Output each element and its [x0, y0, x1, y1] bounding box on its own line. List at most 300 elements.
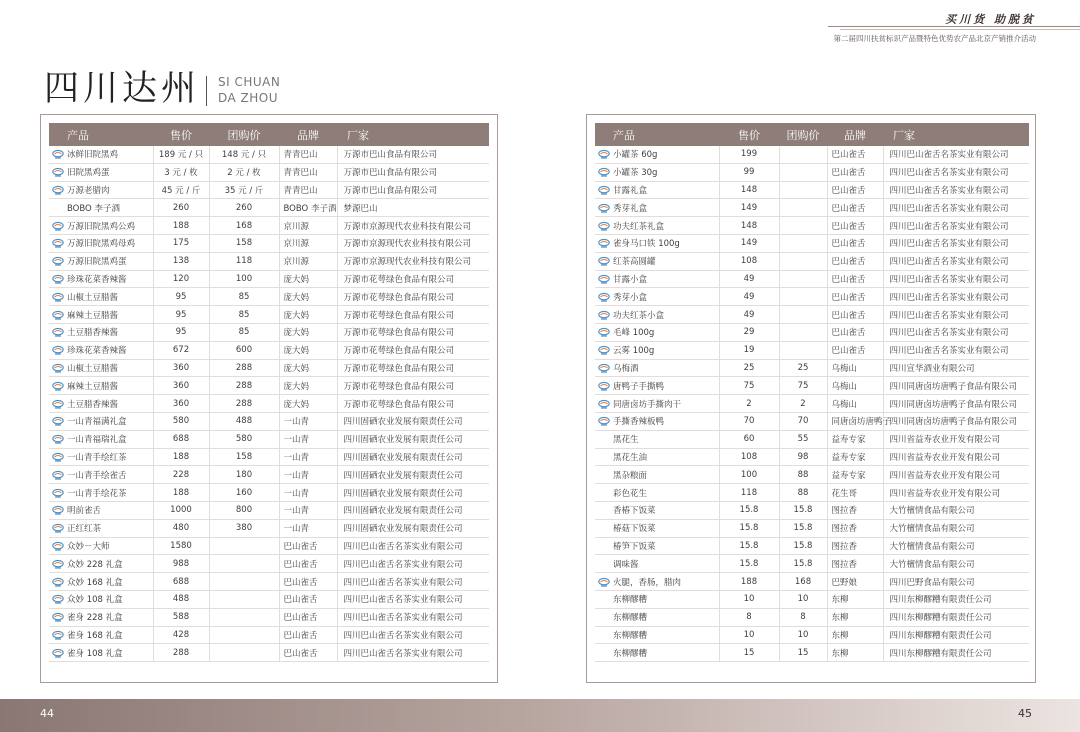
- factory-cell: 四川巴山雀舌名茶实业有限公司: [883, 234, 1029, 252]
- brand-cell: 京川源: [279, 252, 337, 270]
- brand-cell: 一山青: [279, 484, 337, 502]
- table-row: [595, 484, 1029, 502]
- group-price-cell: 168: [779, 573, 827, 591]
- page-title: 四川达州: [44, 69, 201, 109]
- table-row: [595, 163, 1029, 181]
- product-name: 雀身 168 礼盒: [67, 630, 123, 641]
- factory-cell: 四川巴山雀舌名茶实业有限公司: [337, 555, 489, 573]
- factory-cell: 万源市花萼绿色食品有限公司: [337, 377, 489, 395]
- product-name-cell: [49, 323, 153, 341]
- product-name-cell: [595, 644, 719, 662]
- certification-logo-icon: [52, 631, 64, 640]
- product-panel-left: [40, 114, 498, 683]
- factory-cell: 四川省益寿农业开发有限公司: [883, 466, 1029, 484]
- brand-cell: 巴山雀舌: [827, 217, 883, 235]
- group-price-cell: 580: [209, 430, 279, 448]
- table-row: [595, 395, 1029, 413]
- product-name: 毛峰 100g: [613, 328, 655, 339]
- product-name-cell: [49, 270, 153, 288]
- table-row: [49, 626, 489, 644]
- product-name: 明前雀舌: [67, 506, 102, 517]
- price-cell: 988: [153, 555, 209, 573]
- product-name-cell: [595, 163, 719, 181]
- factory-cell: 四川巴山雀舌名茶实业有限公司: [883, 181, 1029, 199]
- price-cell: 49: [719, 270, 779, 288]
- group-price-cell: 70: [779, 412, 827, 430]
- product-name: 山椒土豆腊酱: [67, 292, 119, 303]
- product-name-cell: [49, 430, 153, 448]
- table-row: [49, 199, 489, 217]
- group-price-cell: 75: [779, 377, 827, 395]
- product-name: 东柳醪糟: [613, 595, 648, 606]
- product-name: 雀身 108 礼盒: [67, 648, 123, 659]
- price-cell: 149: [719, 199, 779, 217]
- group-price-cell: 180: [209, 466, 279, 484]
- table-row: [49, 359, 489, 377]
- brand-cell: 庞大妈: [279, 395, 337, 413]
- certification-logo-icon: [598, 222, 610, 231]
- table-row: [49, 555, 489, 573]
- product-name: 秀芽小盒: [613, 292, 648, 303]
- price-cell: 688: [153, 573, 209, 591]
- factory-cell: 四川固硒农业发展有限责任公司: [337, 412, 489, 430]
- product-name-cell: [595, 626, 719, 644]
- product-name-cell: [595, 323, 719, 341]
- factory-cell: 万源市花萼绿色食品有限公司: [337, 359, 489, 377]
- product-name-cell: [595, 519, 719, 537]
- table-row: [49, 484, 489, 502]
- brand-cell: 巴山雀舌: [827, 146, 883, 163]
- certification-logo-icon: [52, 275, 64, 284]
- group-price-cell: 488: [209, 412, 279, 430]
- product-name: BOBO 李子酒: [67, 203, 120, 214]
- group-price-cell: 10: [779, 590, 827, 608]
- product-name: 唐鸭子手撕鸭: [613, 381, 665, 392]
- group-price-cell: 15.8: [779, 555, 827, 573]
- factory-cell: 万源市京源现代农业科技有限公司: [337, 234, 489, 252]
- group-price-cell: 118: [209, 252, 279, 270]
- price-cell: 428: [153, 626, 209, 644]
- group-price-cell: 88: [779, 484, 827, 502]
- certification-logo-icon: [52, 364, 64, 373]
- certification-logo-icon: [52, 578, 64, 587]
- price-cell: 99: [719, 163, 779, 181]
- table-row: [49, 234, 489, 252]
- product-name: 众妙－大师: [67, 541, 110, 552]
- group-price-cell: [779, 270, 827, 288]
- table-row: [595, 199, 1029, 217]
- product-name: 土豆腊香辣酱: [67, 399, 119, 410]
- table-row: [49, 501, 489, 519]
- price-cell: 288: [153, 644, 209, 662]
- price-cell: 3 元 / 枚: [153, 163, 209, 181]
- table-row: [595, 341, 1029, 359]
- certification-logo-icon: [52, 400, 64, 409]
- product-name: 麻辣土豆腊酱: [67, 381, 119, 392]
- factory-cell: 四川同唐卤坊唐鸭子食品有限公司: [883, 377, 1029, 395]
- product-name: 众妙 228 礼盒: [67, 559, 123, 570]
- product-name: 麻辣土豆腊酱: [67, 310, 119, 321]
- product-name-cell: [49, 573, 153, 591]
- group-price-cell: 600: [209, 341, 279, 359]
- factory-cell: 四川巴山雀舌名茶实业有限公司: [337, 573, 489, 591]
- product-name: 万源旧院黑鸡蛋: [67, 257, 127, 268]
- product-name: 雀身马口铁 100g: [613, 239, 680, 250]
- table-row: [49, 146, 489, 163]
- certification-logo-icon: [598, 204, 610, 213]
- brand-cell: 巴野娘: [827, 573, 883, 591]
- brand-cell: 巴山雀舌: [279, 644, 337, 662]
- header-brand-slogan: 买川货 助脱贫: [945, 13, 1036, 26]
- factory-cell: 四川同唐卤坊唐鸭子食品有限公司: [883, 395, 1029, 413]
- factory-cell: 四川巴山雀舌名茶实业有限公司: [337, 608, 489, 626]
- price-cell: 8: [719, 608, 779, 626]
- brand-cell: 同唐卤坊唐鸭子: [827, 412, 883, 430]
- table-row: [595, 359, 1029, 377]
- table-row: [49, 252, 489, 270]
- page-number-right: 45: [1018, 707, 1032, 720]
- brand-cell: 东柳: [827, 608, 883, 626]
- factory-cell: 四川巴山雀舌名茶实业有限公司: [337, 644, 489, 662]
- factory-cell: 四川巴山雀舌名茶实业有限公司: [883, 323, 1029, 341]
- factory-cell: 万源市花萼绿色食品有限公司: [337, 323, 489, 341]
- table-row: [595, 626, 1029, 644]
- certification-logo-icon: [52, 649, 64, 658]
- group-price-cell: 288: [209, 359, 279, 377]
- brand-cell: 图拉香: [827, 537, 883, 555]
- price-cell: 1000: [153, 501, 209, 519]
- brand-cell: 乌梅山: [827, 377, 883, 395]
- factory-cell: 四川东柳醪糟有限责任公司: [883, 644, 1029, 662]
- product-name-cell: [595, 395, 719, 413]
- group-price-cell: [779, 288, 827, 306]
- table-row: [49, 412, 489, 430]
- certification-logo-icon: [598, 186, 610, 195]
- product-name: 椿菇下饭菜: [613, 524, 656, 535]
- group-price-cell: [779, 181, 827, 199]
- factory-cell: 四川固硒农业发展有限责任公司: [337, 466, 489, 484]
- group-price-cell: 55: [779, 430, 827, 448]
- brand-cell: 巴山雀舌: [827, 181, 883, 199]
- certification-logo-icon: [52, 239, 64, 248]
- group-price-cell: 15.8: [779, 501, 827, 519]
- price-cell: 100: [719, 466, 779, 484]
- table-row: [49, 288, 489, 306]
- product-name-cell: [49, 181, 153, 199]
- product-name-cell: [595, 288, 719, 306]
- product-name: 一山青手绘花茶: [67, 488, 127, 499]
- table-row: [49, 341, 489, 359]
- header-brand: 品牌: [827, 123, 883, 146]
- table-row: [595, 430, 1029, 448]
- brand-cell: 一山青: [279, 519, 337, 537]
- factory-cell: 四川巴山雀舌名茶实业有限公司: [337, 626, 489, 644]
- certification-logo-icon: [598, 311, 610, 320]
- price-cell: 70: [719, 412, 779, 430]
- table-row: [595, 181, 1029, 199]
- product-name: 众妙 108 礼盒: [67, 595, 123, 606]
- group-price-cell: [779, 217, 827, 235]
- table-row: [49, 608, 489, 626]
- table-row: [49, 644, 489, 662]
- certification-logo-icon: [598, 293, 610, 302]
- price-cell: 49: [719, 288, 779, 306]
- product-panel-right: [586, 114, 1036, 683]
- price-cell: 25: [719, 359, 779, 377]
- product-name-cell: [595, 537, 719, 555]
- product-name-cell: [595, 412, 719, 430]
- factory-cell: 四川东柳醪糟有限责任公司: [883, 608, 1029, 626]
- price-cell: 29: [719, 323, 779, 341]
- group-price-cell: 158: [209, 234, 279, 252]
- product-name-cell: [595, 234, 719, 252]
- product-name: 小罐茶 60g: [613, 150, 658, 161]
- product-name: 火腿，香肠，腊肉: [613, 577, 682, 588]
- price-cell: 15.8: [719, 501, 779, 519]
- product-name-cell: [595, 555, 719, 573]
- brand-cell: 庞大妈: [279, 323, 337, 341]
- factory-cell: 四川巴山雀舌名茶实业有限公司: [883, 199, 1029, 217]
- group-price-cell: 800: [209, 501, 279, 519]
- price-cell: 488: [153, 590, 209, 608]
- price-cell: 95: [153, 306, 209, 324]
- factory-cell: 万源市巴山食品有限公司: [337, 146, 489, 163]
- certification-logo-icon: [598, 364, 610, 373]
- price-cell: 228: [153, 466, 209, 484]
- factory-cell: 四川同唐卤坊唐鸭子食品有限公司: [883, 412, 1029, 430]
- brand-cell: 巴山雀舌: [827, 270, 883, 288]
- footer-bar: [0, 699, 1080, 732]
- certification-logo-icon: [598, 150, 610, 159]
- product-name: 冰鲜旧院黑鸡: [67, 150, 119, 161]
- product-name: 万源旧院黑鸡母鸡: [67, 239, 136, 250]
- factory-cell: 四川巴山雀舌名茶实业有限公司: [883, 288, 1029, 306]
- factory-cell: 万源市花萼绿色食品有限公司: [337, 395, 489, 413]
- price-cell: 49: [719, 306, 779, 324]
- brand-cell: 东柳: [827, 644, 883, 662]
- product-name-cell: [49, 608, 153, 626]
- product-name: 甘露礼盒: [613, 185, 648, 196]
- factory-cell: 万源市花萼绿色食品有限公司: [337, 306, 489, 324]
- table-row: [49, 181, 489, 199]
- table-row: [595, 217, 1029, 235]
- group-price-cell: [209, 573, 279, 591]
- product-name: 调味酱: [613, 559, 639, 570]
- brand-cell: 巴山雀舌: [279, 573, 337, 591]
- table-row: [49, 395, 489, 413]
- product-name-cell: [595, 430, 719, 448]
- brand-cell: 巴山雀舌: [827, 252, 883, 270]
- certification-logo-icon: [598, 578, 610, 587]
- table-row: [49, 519, 489, 537]
- group-price-cell: [779, 306, 827, 324]
- table-row: [49, 590, 489, 608]
- group-price-cell: 15.8: [779, 537, 827, 555]
- product-name-cell: [49, 448, 153, 466]
- product-name: 黑花生: [613, 435, 639, 446]
- table-row: [595, 306, 1029, 324]
- product-name-cell: [49, 555, 153, 573]
- certification-logo-icon: [52, 328, 64, 337]
- table-row: [49, 163, 489, 181]
- brand-cell: 图拉香: [827, 501, 883, 519]
- table-row: [595, 323, 1029, 341]
- factory-cell: 万源市巴山食品有限公司: [337, 181, 489, 199]
- group-price-cell: 85: [209, 323, 279, 341]
- factory-cell: 四川固硒农业发展有限责任公司: [337, 430, 489, 448]
- product-name: 一山青手绘红茶: [67, 452, 127, 463]
- product-name-cell: [49, 519, 153, 537]
- table-row: [49, 573, 489, 591]
- product-name: 小罐茶 30g: [613, 168, 658, 179]
- table-row: [595, 555, 1029, 573]
- group-price-cell: 160: [209, 484, 279, 502]
- price-cell: 480: [153, 519, 209, 537]
- table-row: [595, 537, 1029, 555]
- brand-cell: 巴山雀舌: [827, 199, 883, 217]
- brand-cell: 青青巴山: [279, 163, 337, 181]
- page-title-english: [218, 74, 280, 106]
- header-rule-secondary: [840, 29, 1080, 30]
- product-name: 一山青手绘雀舌: [67, 470, 127, 481]
- product-name: 东柳醪糟: [613, 630, 648, 641]
- price-cell: 175: [153, 234, 209, 252]
- product-name-cell: [595, 341, 719, 359]
- certification-logo-icon: [52, 168, 64, 177]
- certification-logo-icon: [598, 275, 610, 284]
- price-cell: 45 元 / 斤: [153, 181, 209, 199]
- factory-cell: 四川巴山雀舌名茶实业有限公司: [883, 306, 1029, 324]
- group-price-cell: [779, 234, 827, 252]
- product-table-right: [595, 123, 1029, 662]
- product-name-cell: [595, 306, 719, 324]
- table-row: [595, 573, 1029, 591]
- certification-logo-icon: [52, 542, 64, 551]
- certification-logo-icon: [52, 613, 64, 622]
- price-cell: 360: [153, 377, 209, 395]
- factory-cell: 大竹檀情食品有限公司: [883, 555, 1029, 573]
- product-name: 万源老腊肉: [67, 185, 110, 196]
- header-factory: 厂家: [883, 123, 1029, 146]
- brand-cell: 巴山雀舌: [279, 590, 337, 608]
- table-row: [595, 644, 1029, 662]
- product-name: 甘露小盒: [613, 274, 648, 285]
- header-group-price: 团购价: [209, 123, 279, 146]
- group-price-cell: [209, 644, 279, 662]
- product-name-cell: [595, 448, 719, 466]
- product-name-cell: [595, 377, 719, 395]
- brand-cell: 巴山雀舌: [827, 234, 883, 252]
- title-en-line2: DA ZHOU: [218, 91, 279, 105]
- product-name-cell: [49, 377, 153, 395]
- table-row: [49, 466, 489, 484]
- product-name: 云雾 100g: [613, 346, 655, 357]
- certification-logo-icon: [52, 382, 64, 391]
- price-cell: 148: [719, 181, 779, 199]
- table-row: [595, 270, 1029, 288]
- product-name-cell: [49, 199, 153, 217]
- table-row: [595, 252, 1029, 270]
- table-row: [49, 323, 489, 341]
- certification-logo-icon: [598, 382, 610, 391]
- certification-logo-icon: [52, 524, 64, 533]
- certification-logo-icon: [52, 489, 64, 498]
- brand-cell: 图拉香: [827, 519, 883, 537]
- table-row: [595, 466, 1029, 484]
- brand-cell: 庞大妈: [279, 341, 337, 359]
- product-name-cell: [49, 234, 153, 252]
- product-name-cell: [49, 359, 153, 377]
- product-name-cell: [49, 306, 153, 324]
- product-name: 椿笋下饭菜: [613, 541, 656, 552]
- product-name-cell: [49, 395, 153, 413]
- table-row: [595, 288, 1029, 306]
- group-price-cell: 260: [209, 199, 279, 217]
- group-price-cell: [209, 590, 279, 608]
- brand-cell: 一山青: [279, 466, 337, 484]
- table-body-left: [49, 146, 489, 662]
- product-name-cell: [595, 501, 719, 519]
- price-cell: 688: [153, 430, 209, 448]
- product-name-cell: [595, 590, 719, 608]
- factory-cell: 四川省益寿农业开发有限公司: [883, 430, 1029, 448]
- product-name-cell: [49, 626, 153, 644]
- price-cell: 138: [153, 252, 209, 270]
- brand-cell: 巴山雀舌: [279, 537, 337, 555]
- factory-cell: 万源市京源现代农业科技有限公司: [337, 217, 489, 235]
- group-price-cell: 288: [209, 377, 279, 395]
- group-price-cell: 2: [779, 395, 827, 413]
- group-price-cell: 2 元 / 枚: [209, 163, 279, 181]
- brand-cell: 益寿专家: [827, 466, 883, 484]
- header-price: 售价: [719, 123, 779, 146]
- factory-cell: 大竹檀情食品有限公司: [883, 501, 1029, 519]
- factory-cell: 四川巴山雀舌名茶实业有限公司: [883, 270, 1029, 288]
- brand-cell: 庞大妈: [279, 377, 337, 395]
- brand-cell: 巴山雀舌: [827, 323, 883, 341]
- product-name: 功夫红茶礼盒: [613, 221, 665, 232]
- group-price-cell: 98: [779, 448, 827, 466]
- factory-cell: 梦源巴山: [337, 199, 489, 217]
- brand-cell: 京川源: [279, 217, 337, 235]
- price-cell: 260: [153, 199, 209, 217]
- header-factory: 厂家: [337, 123, 489, 146]
- product-name: 黑杂粮面: [613, 470, 648, 481]
- group-price-cell: 35 元 / 斤: [209, 181, 279, 199]
- title-en-line1: SI CHUAN: [218, 75, 281, 89]
- product-name-cell: [595, 359, 719, 377]
- brand-cell: 庞大妈: [279, 288, 337, 306]
- product-name-cell: [49, 537, 153, 555]
- brand-cell: 巴山雀舌: [279, 608, 337, 626]
- product-name-cell: [595, 146, 719, 163]
- product-name-cell: [595, 484, 719, 502]
- group-price-cell: [209, 555, 279, 573]
- price-cell: 95: [153, 323, 209, 341]
- product-name-cell: [595, 217, 719, 235]
- brand-cell: 一山青: [279, 412, 337, 430]
- factory-cell: 万源市花萼绿色食品有限公司: [337, 288, 489, 306]
- factory-cell: 四川东柳醪糟有限责任公司: [883, 590, 1029, 608]
- certification-logo-icon: [52, 222, 64, 231]
- title-divider: [206, 76, 207, 106]
- factory-cell: 万源市巴山食品有限公司: [337, 163, 489, 181]
- group-price-cell: [779, 146, 827, 163]
- product-name: 众妙 168 礼盒: [67, 577, 123, 588]
- group-price-cell: [779, 163, 827, 181]
- product-name: 同唐卤坊手撕肉干: [613, 399, 682, 410]
- brand-cell: 巴山雀舌: [827, 341, 883, 359]
